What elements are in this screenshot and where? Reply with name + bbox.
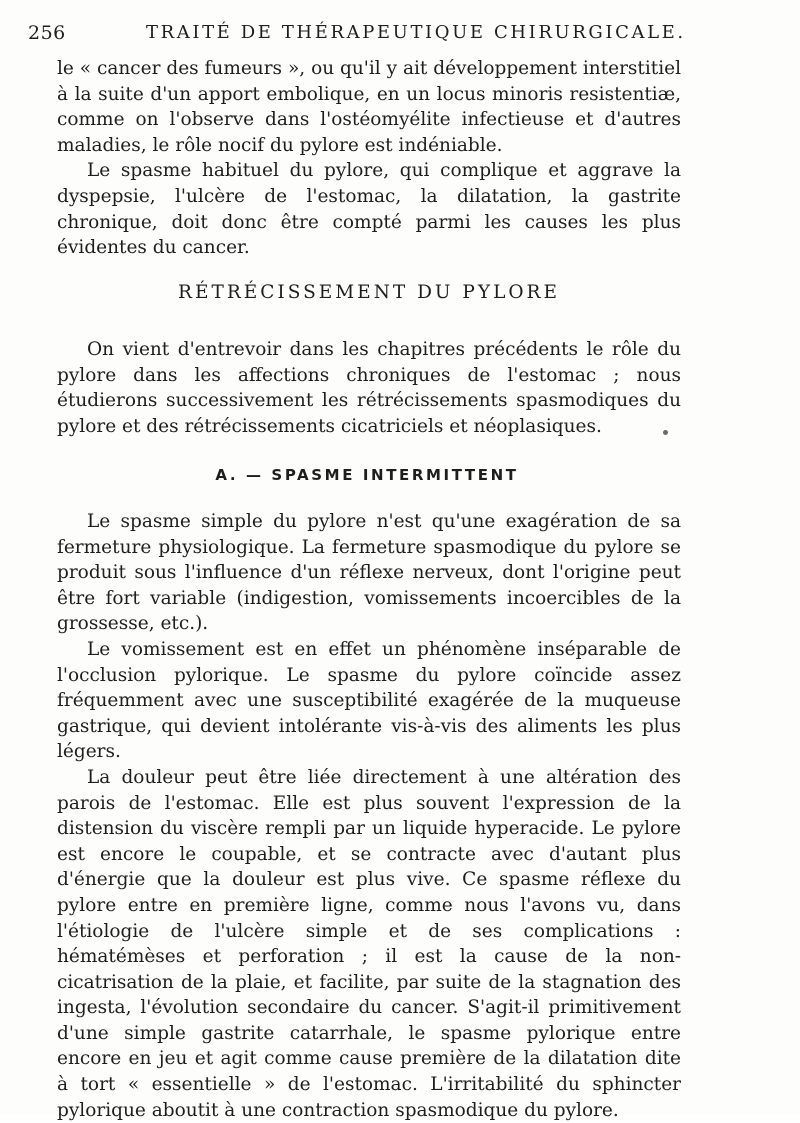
- paragraph: On vient d'entrevoir dans les chapitres précédents le rôle du pylore dans les affections chroniques de l'estomac ; nous étudierons successivement les rétrécissements spasmodiques du pylore et des rétrécissements cicatriciels et néoplasiques.: [57, 339, 681, 437]
- paragraph: Le spasme habituel du pylore, qui complique et aggrave la dyspepsie, l'ulcère de l'estomac, la dilatation, la gastrite chronique, doit donc être compté parmi les causes les plus évidentes du cancer.: [57, 160, 681, 259]
- text-block-subsection: [57, 509, 681, 1123]
- paragraph: Le spasme simple du pylore n'est qu'une exagération de sa fermeture physiologique. La fermeture spasmodique du pylore se produit sous l'influence d'un réflexe nerveux, dont l'origine peut être fort variable (indigestion, vomissements incoercibles de la grossesse, etc.).: [57, 511, 681, 635]
- running-title: TRAITÉ DE THÉRAPEUTIQUE CHIRURGICALE.: [146, 22, 686, 43]
- paragraph: Le vomissement est en effet un phénomène inséparable de l'occlusion pylorique. Le spasme du pylore coïncide assez fréquemment avec une susceptibilité exagérée de la muqueuse gastrique, qui devient intolérante vis-à-vis des aliments les plus légers.: [57, 638, 681, 763]
- subsection-heading: A. — SPASME INTERMITTENT: [215, 466, 519, 484]
- page-header: [28, 22, 686, 48]
- page-number: 256: [28, 22, 66, 44]
- paragraph: le « cancer des fumeurs », ou qu'il y ait développement interstitiel à la suite d'un apport embolique, en un locus minoris resistentiæ, comme on l'observe dans l'ostéomyélite infectieuse et d'autres maladies, le rôle nocif du pylore est indéniable.: [57, 58, 681, 156]
- ink-speck: [663, 430, 668, 435]
- paragraph: La douleur peut être liée directement à une altération des parois de l'estomac. Elle est plus souvent l'expression de la distension du viscère rempli par un liquide hyperacide. Le pylore est encore le coupable, et se contracte avec d'autant plus d'énergie que la douleur est plus vive. Ce spasme réflexe du pylore entre en première ligne, comme nous l'avons vu, dans l'étiologie de l'ulcère simple et de ses complications : hématémèses et perforation ; il est la cause de la non-cicatrisation de la plaie, et facilite, par suite de la stagnation des ingesta, l'évolution secondaire du cancer. S'agit-il primitivement d'une simple gastrite catarrhale, le spasme pylorique entre encore en jeu et agit comme cause première de la dilatation dite à tort « essentielle » de l'estomac. L'irritabilité du sphincter pylorique aboutit à une contraction spasmodique du pylore.: [57, 766, 681, 1121]
- section-heading: RÉTRÉCISSEMENT DU PYLORE: [178, 282, 560, 303]
- text-block-intro: [57, 56, 681, 261]
- text-block-section: [57, 337, 681, 439]
